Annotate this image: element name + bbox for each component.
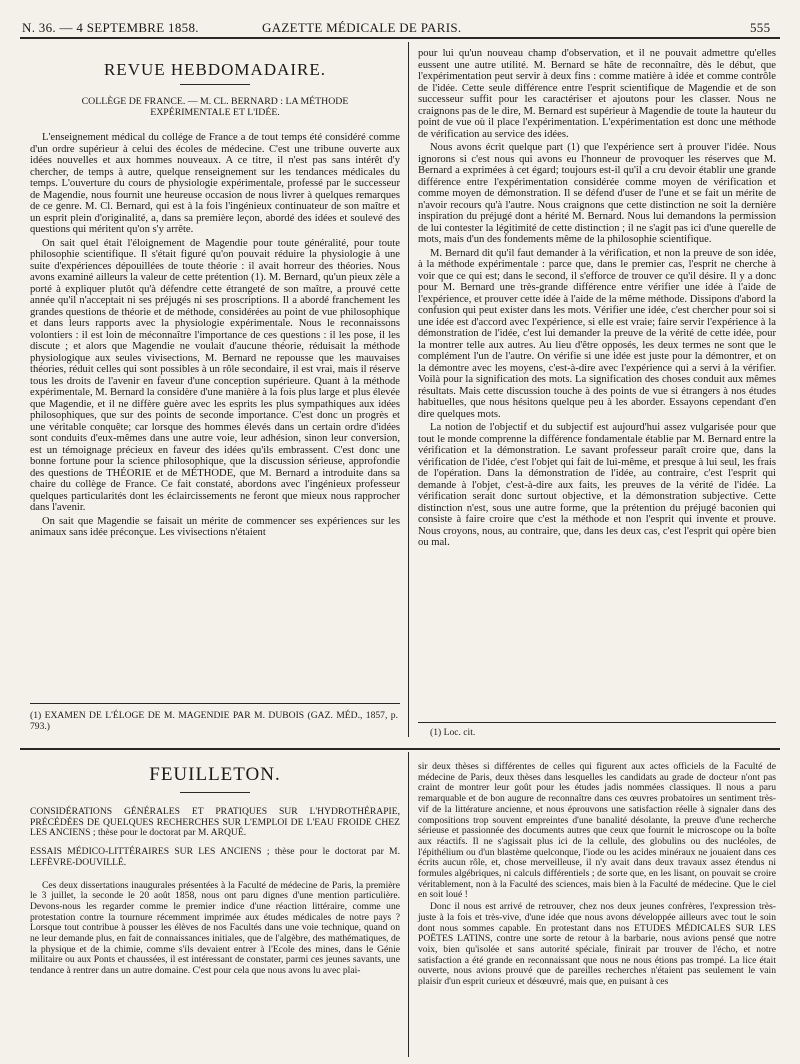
feuilleton-underline xyxy=(180,792,250,793)
revue-left-paragraph: On sait que Magendie se faisait un mérite de commencer ses expériences sur les animaux sans idée préconçue. Les vivisections n'étaient xyxy=(30,515,400,538)
revue-left-paragraph: On sait quel était l'éloignement de Magendie pour toute généralité, pour toute philosophie scientifique. Il s'était figuré qu'on pouvait réduire la physiologie à une suite d'expériences dépouillées de toute théorie : il avait horreur des théories. Nous avons examiné ailleurs la valeur de cette prétention (1). M. Bernard, qu'un pieux zèle a porté à expliquer plutôt qu'à défendre cette étrangeté de son maître, a prouvé cette année qu'il n'acceptait ni ses préjugés ni ses proscriptions. Il a abordé franchement les grandes questions de théorie et de méthode, considérées au point de vue philosophique et dans leurs rapports avec la physiologie expérimentale. Nous le reconnaissons volontiers : il est loin de méconnaître l'importance de ces questions : il les pose, il les discute ; et alors que Magendie ne voulait d'aucune théorie, réduisait la méthode physiologique aux seules vivisections, M. Bernard ne repousse que les mauvaises théories, réduit celles qui sont possibles à un rôle secondaire, il est vrai, mais il réserve tous les droits de l'avenir en faveur d'une conception supérieure. Quant à la méthode expérimentale, M. Bernard la considère d'une manière à la fois plus large et plus élevée que Magendie, et il ne diffère guère avec les esprits les plus sympathiques aux idées philosophiques, que sur des points de seconde importance. C'est donc un progrès et une véritable conquête; car lorsque des hommes élevés dans un certain ordre d'idées sont conduits d'eux-mêmes dans une autre voie, leur adhésion, sinon leur conversion, est un témoignage précieux en faveur des idées qu'ils embrassent. C'est donc une bonne fortune pour la science philosophique, que la discussion sérieuse, approfondie des questions de THÉORIE et de MÉTHODE, que M. Bernard a introduite dans sa chaire du collège de France. Ce fait constaté, abordons avec l'ingénieux professeur quelques particularités dont les éclaircissements ne feront que mieux nous rapprocher dans l'avenir. xyxy=(30,237,400,513)
footnote-rule-right xyxy=(418,722,776,723)
revue-right-column xyxy=(418,48,776,549)
feuilleton-right-paragraph: sir deux thèses si différentes de celles qui figurent aux actes officiels de la Faculté de médecine de Paris, deux thèses dans lesquelles les candidats au grade de docteur n'ont pas craint de montrer leur goût pour les études jadis nommées classiques. Il nous a paru remarquable et de bon augure de reconnaître dans ces œuvres probatoires un sentiment très-vif de la littérature ancienne, et nous éprouvons une satisfaction réelle à signaler dans des compositions trop souvent empreintes d'une banalité désolante, la preuve d'une recherche sérieuse et passionnée des documents autres que ceux que fournit le microscope ou la boîte aux réactifs. Il ne s'agissait plus ici de la cellule, des globulins ou des nucléoles, de l'épithélium ou d'un blastème quelconque, l'iode ou les acides minéraux ne jouaient dans ces écrits aucun rôle, et, chose merveilleuse, il n'y avait dans deux travaux assez étendus ni formules algébriques, ni calculs différentiels ; de sorte que, en les lisant, on pouvait se croire véritablement, non à la Faculté des sciences, mais bien à la Faculté de médecine. Que le ciel en soit loué ! xyxy=(418,761,776,901)
title-underline xyxy=(180,84,250,85)
header-issue: N. 36. — 4 SEPTEMBRE 1858. xyxy=(22,20,199,35)
feuilleton-title: FEUILLETON. xyxy=(149,764,281,785)
column-divider-bottom xyxy=(408,752,409,1057)
feuilleton-left-column xyxy=(30,764,400,977)
feuilleton-right-paragraph: Donc il nous est arrivé de retrouver, chez nos deux jeunes confrères, l'expression très-juste à la fois et très-vive, d'une idée que nous avons développée ailleurs avec tout le soin dont nous sommes capable. En protestant dans nos ETUDES MÉDICALES SUR LES POËTES LATINS, contre une sorte de retour à la barbarie, nous avions pensé que notre voix, bien qu'isolée et sans autorité spéciale, finirait par trouver de l'écho, et notre satisfaction a été grande en reconnaissant que nous ne nous étions pas trompé. La lice était ouverte, nous avions prouvé que de pareilles recherches n'étaient pas seulement le vain plaisir d'un esprit curieux et désœuvré, mais que, en puisant à ces xyxy=(418,901,776,988)
feuilleton-item-2: ESSAIS MÉDICO-LITTÉRAIRES SUR LES ANCIENS ; thèse pour le doctorat par M. LEFÈVRE-DOUVILLÉ. xyxy=(30,846,400,868)
header-journal-title: GAZETTE MÉDICALE DE PARIS. xyxy=(262,20,462,35)
revue-left-paragraph: L'enseignement médical du collége de France a de tout temps été considéré comme d'un ordre supérieur à celui des écoles de médecine. C'est une tribune ouverte aux idées nouvelles et aux hommes nouveaux. A ce titre, il n'est pas sans intérêt d'y chercher, de temps à autre, quelque renseignement sur les tendances médicales du temps. L'ouverture du cours de physiologie expérimentale, professé par le successeur de Magendie, nous fournit une heureuse occasion de nous livrer à quelques remarques de ce genre. M. Cl. Bernard, qui est à la fois l'ingénieux continuateur de son maître et un esprit plein d'originalité, a, dans sa première leçon, abordé des idées et soulevé des questions qui méritent qu'on s'y arrête. xyxy=(30,132,400,235)
feuilleton-left-paragraph: Ces deux dissertations inaugurales présentées à la Faculté de médecine de Paris, la première le 3 juillet, la seconde le 20 août 1858, nous ont paru dignes d'une mention particulière. Devons-nous les regarder comme le premier indice d'une réaction littéraire, comme une protestation contre la tournure récemment imprimée aux études médicales de notre pays ? Lorsque tout contribue à pousser les élèves de nos Facultés dans une voie technique, quand on ne leur demande plus, en fait de connaissances initiales, que de l'algèbre, des mathématiques, de la physique et de la chimie, comme s'ils devaient entrer à l'Ecole des mines, dans le Génie militaire ou aux Ponts et chaussées, il est intéressant de constater, parmi ces jeunes savants, une tendance à rentrer dans un autre domaine. C'est pour cela que nous avons lu avec plai- xyxy=(30,879,400,977)
revue-right-paragraph: M. Bernard dit qu'il faut demander à la vérification, et non la preuve de son idée, à la méthode expérimentale : parce que, dans le premier cas, l'esprit ne cherche à voir que ce qui est; dans le second, il s'efforce de trouver ce qu'il désire. Il y a donc pour M. Bernard une très-grande différence entre vérifier une idée à l'aide de l'expérience, et prouver cette idée à l'aide de la même méthode. Dissipons d'abord la confusion qui peut exister dans les mots. Vérifier une idée, c'est chercher pour soi si une idée est d'accord avec l'expérience, si elle est vraie; faire servir l'expérience à la démonstration de l'idée, c'est lui demander la preuve de la vérité de cette idée, pour la montrer telle aux autres. Au lieu d'être opposés, les deux termes ne sont que le complément l'un de l'autre. On vérifie si une idée est juste pour la démontrer, et on la démontre avec les moyens, c'est-à-dire avec l'expérience qui a servi à la vérifier. Voilà pour la signification des mots. La signification des choses conduit aux mêmes résultats. Mais cette discussion touche à des points de vue si étrangers à nos études habituelles, que nous hésitons quelque peu à les aborder. Essayons cependant d'en dire quelques mots. xyxy=(418,247,776,420)
column-divider-top xyxy=(408,42,409,737)
revue-right-paragraph: Nous avons écrit quelque part (1) que l'expérience sert à prouver l'idée. Nous ignorons si c'est nous qui avons eu l'honneur de provoquer les réserves que M. Bernard a exprimées à cet égard; toujours est-il qu'il a cru devoir établir une grande différence entre l'expérimentation considérée comme moyen de vérification et comme moyen de démonstration. Il se défend d'user de l'une et se fait un mérite de n'avoir recours qu'à l'autre. Nous craignons que cette distinction ne soit la dernière inspiration du préjugé dont a hérité M. Bernard. Nous lui demandons la permission de lui contester la légitimité de cette distinction ; il ne s'agit pas ici d'une querelle de mots, mais d'un des fondements même de la philosophie scientifique. xyxy=(418,142,776,245)
section-rule xyxy=(20,748,780,750)
revue-title: REVUE HEBDOMADAIRE. xyxy=(103,60,327,79)
revue-right-paragraph: La notion de l'objectif et du subjectif est aujourd'hui assez vulgarisée pour que tout le monde comprenne la différence fondamentale établie par M. Bernard entre la vérification et la démonstration. Le savant professeur paraît croire que, dans la vérification de l'idée, c'est l'objet qui fait de lui-même, et presque à lui seul, les frais de l'opération. Dans la démonstration de l'idée, au contraire, c'est l'esprit qui demande à l'objet, c'est-à-dire aux faits, les preuves de la vérité de l'idée. La vérification serait donc surtout objective, et la démonstration subjective. Cette distinction n'est, sous une autre forme, que la prétention du préjugé baconien qui consiste à faire croire que c'est la méthode et non l'esprit qui invente et prouve. Nous croyons, nous, au contraire, que, dans les deux cas, c'est l'esprit qui opère bien ou mal. xyxy=(418,422,776,548)
header-page-number: 555 xyxy=(750,20,771,35)
header-rule xyxy=(20,37,780,39)
feuilleton-item-1: CONSIDÉRATIONS GÉNÉRALES ET PRATIQUES SUR L'HYDROTHÉRAPIE, PRÉCÉDÉES DE QUELQUES RECHERCHES SUR L'EMPLOI DE L'EAU FROIDE CHEZ LES ANCIENS ; thèse pour le doctorat par M. ARQUÉ. xyxy=(30,806,400,839)
feuilleton-right-column xyxy=(418,762,776,988)
revue-subtitle: COLLÈGE DE FRANCE. — M. CL. BERNARD : LA MÉTHODE EXPÉRIMENTALE ET L'IDÉE. xyxy=(81,96,349,118)
revue-right-paragraph: pour lui qu'un nouveau champ d'observation, et il ne pouvait admettre qu'elles eussent une autre utilité. M. Bernard se hâte de reconnaître, dès le début, que l'expérimentation peut servir à deux fins : comme matière à idée et comme contrôle de l'idée. Cette seule différence entre l'esprit scientifique de Magendie et de son successeur suffit pour les caractériser et ajoutons pour les classer. Nous ne craignons pas de le dire, M. Bernard est supérieur à Magendie de toute la hauteur du point de vue où il place l'expérimentation. L'expérimentation est donc une méthode de vérification au service des idées. xyxy=(418,48,776,140)
footnote-rule-left xyxy=(30,703,400,704)
footnote-left: (1) EXAMEN DE L'ÉLOGE DE M. MAGENDIE PAR M. DUBOIS (GAZ. MÉD., 1857, p. 793.) xyxy=(30,710,398,732)
revue-left-column xyxy=(30,60,400,539)
footnote-right: (1) Loc. cit. xyxy=(430,727,476,738)
